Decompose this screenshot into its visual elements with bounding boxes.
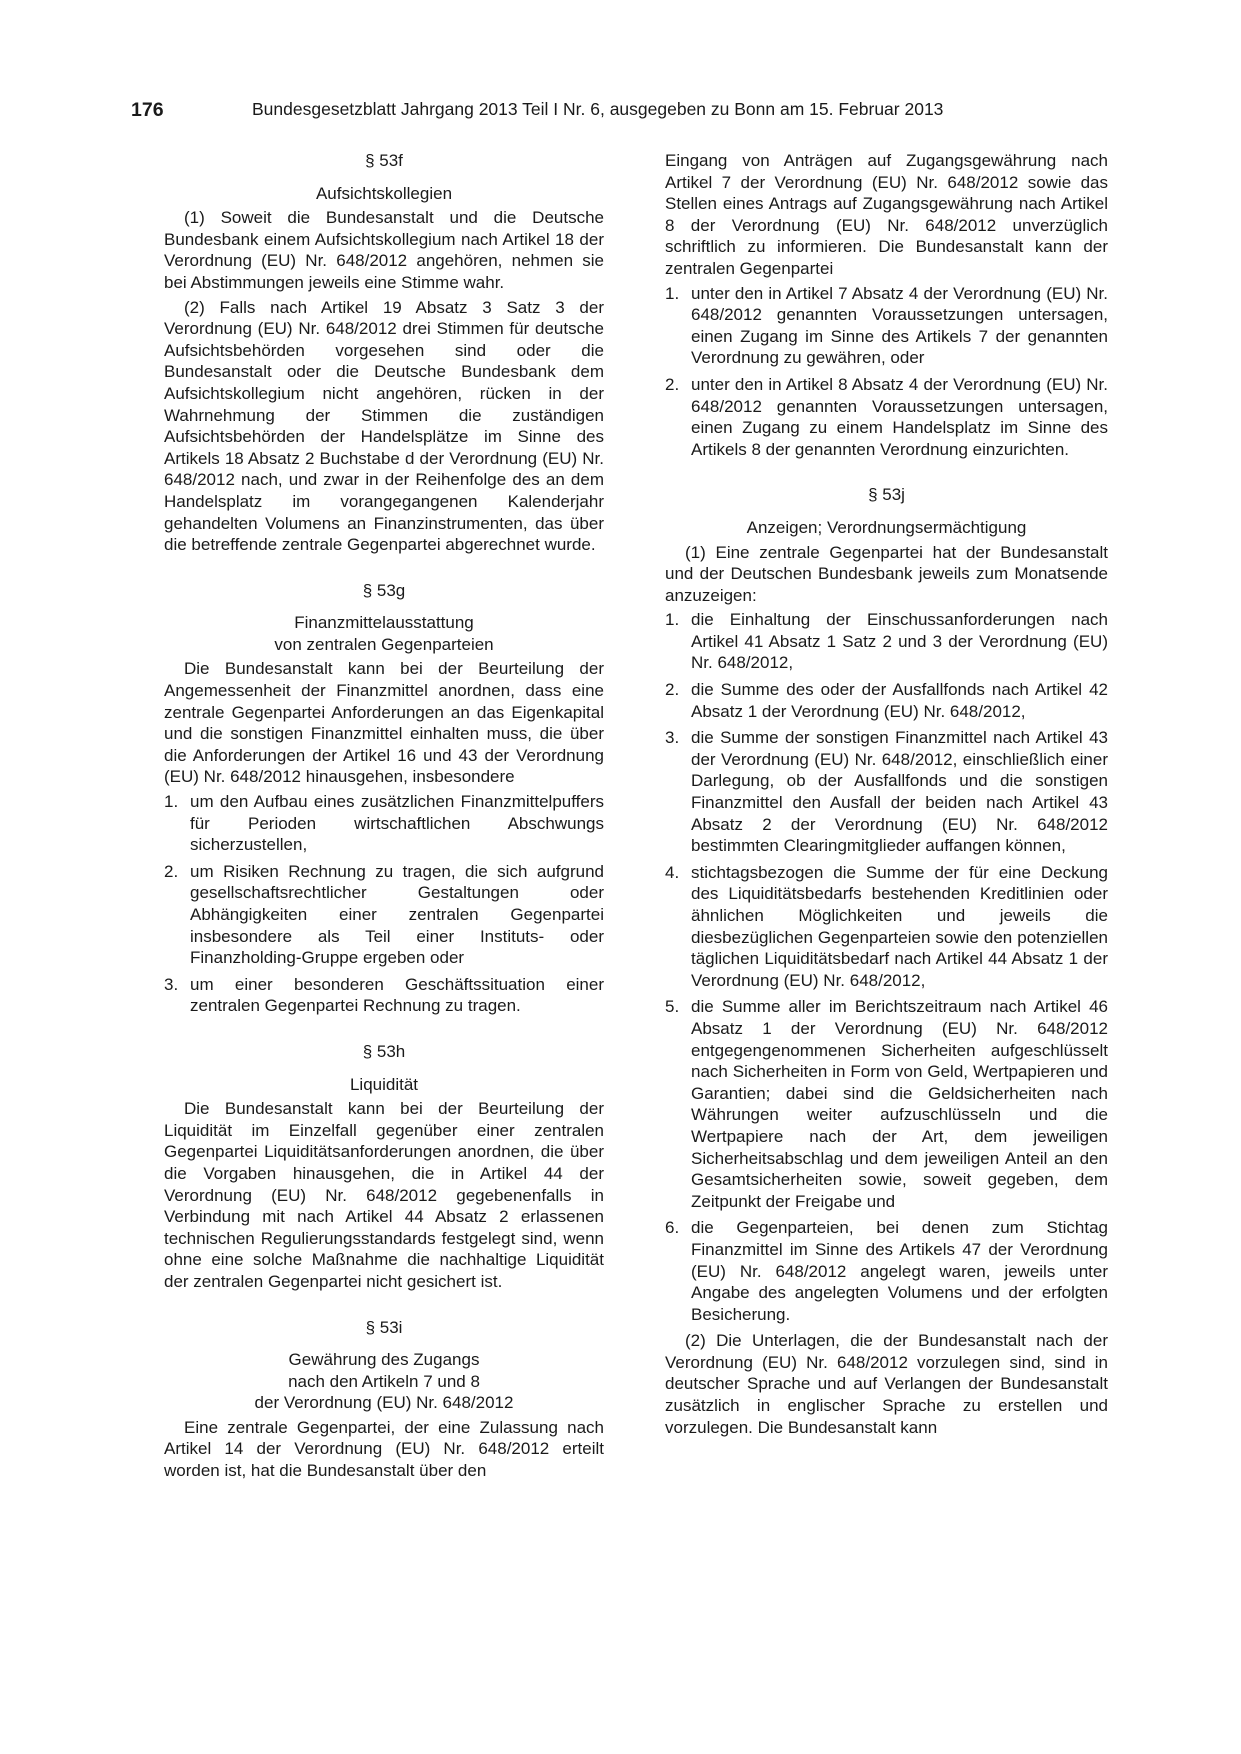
section-number: § 53h: [362, 1041, 406, 1061]
list-number: 1.: [665, 610, 680, 630]
list-text: unter den in Artikel 7 Absatz 4 der Verordnung (EU) Nr. 648/2012 genannten Voraussetzungen untersagen, einen Zugang im Sinne des Artikels 7 der genannten Verordnung zu gewähren, oder: [691, 283, 1108, 368]
list-item: [665, 727, 1108, 857]
section-53j: [665, 484, 1108, 1438]
paragraph: Die Bundesanstalt kann bei der Beurteilung der Liquidität im Einzelfall gegenüber einer zentralen Gegenpartei Liquiditätsanforderungen anordnen, die über die Vorgaben hinausgehen, die in Artikel 44 der Verordnung (EU) Nr. 648/2012 gegebenenfalls in Verbindung mit nach Artikel 44 Absatz 2 erlassenen technischen Regulierungsstandards festgelegt sind, wenn ohne eine solche Maßnahme die nachhaltige Liquidität der zentralen Gegenpartei nicht gesichert ist.: [164, 1099, 604, 1291]
paragraph: Eine zentrale Gegenpartei, der eine Zulassung nach Artikel 14 der Verordnung (EU) Nr. 648/2012 erteilt worden ist, hat die Bundesanstalt über den: [164, 1417, 604, 1481]
list-item: [665, 609, 1108, 674]
paragraph: (2) Falls nach Artikel 19 Absatz 3 Satz 3 der Verordnung (EU) Nr. 648/2012 drei Stimmen für deutsche Aufsichtsbehörden vorgesehen sind oder die Bundesanstalt oder die Deutsche Bundesbank dem Aufsichtskollegium nicht angehören, rücken in der Wahrnehmung der Stimmen die zuständigen Aufsichtsbehörden der Handelsplätze im Sinne des Artikels 18 Absatz 2 Buchstabe d der Verordnung (EU) Nr. 648/2012 nach, und zwar in der Reihenfolge des an dem Handelsplatz im vorangegangenen Kalenderjahr gehandelten Volumens an Finanzinstrumenten, das über die betreffende zentrale Gegenpartei abgerechnet wurde.: [164, 297, 604, 555]
paragraph: Eingang von Anträgen auf Zugangsgewährung nach Artikel 7 der Verordnung (EU) Nr. 648/2012 sowie das Stellen eines Antrags auf Zugangsgewährung nach Artikel 8 der Verordnung (EU) Nr. 648/2012 unverzüglich schriftlich zu informieren. Die Bundesanstalt kann der zentralen Gegenpartei: [665, 151, 1108, 278]
list-text: unter den in Artikel 8 Absatz 4 der Verordnung (EU) Nr. 648/2012 genannten Voraussetzungen untersagen, einen Zugang zu einem Handelsplatz im Sinne des Artikels 8 der genannten Verordnung einzurichten.: [691, 374, 1108, 459]
section-title-line-2: nach den Artikeln 7 und 8: [288, 1371, 480, 1391]
section-title: Anzeigen; Verordnungsermächtigung: [746, 517, 1027, 537]
paragraph: (1) Soweit die Bundesanstalt und die Deutsche Bundesbank einem Aufsichtskollegium nach Artikel 18 der Verordnung (EU) Nr. 648/2012 angehören, nehmen sie bei Abstimmungen jeweils eine Stimme wahr.: [164, 208, 604, 292]
list-item: [164, 791, 604, 856]
list-text: die Einhaltung der Einschussanforderungen nach Artikel 41 Absatz 1 Satz 2 und 3 der Verordnung (EU) Nr. 648/2012,: [691, 610, 1108, 673]
list-number: 4.: [665, 862, 680, 882]
section-53i-continued: [665, 150, 1108, 460]
page-header: [131, 99, 1111, 129]
list-number: 6.: [665, 1218, 680, 1238]
list-number: 1.: [164, 792, 179, 812]
section-title: Liquidität: [349, 1074, 419, 1094]
section-53f: [164, 150, 604, 556]
list-number: 3.: [164, 974, 179, 994]
numbered-list: [164, 791, 604, 1017]
list-item: [665, 283, 1108, 369]
section-title-line-1: Finanzmittelausstattung: [294, 613, 474, 633]
page-number: 176: [131, 99, 164, 121]
paragraph: (1) Eine zentrale Gegenpartei hat der Bundesanstalt und der Deutschen Bundesbank jeweils zum Monatsende anzuzeigen:: [665, 542, 1108, 605]
running-head: Bundesgesetzblatt Jahrgang 2013 Teil I Nr. 6, ausgegeben zu Bonn am 15. Februar 2013: [252, 99, 944, 119]
list-text: stichtagsbezogen die Summe der für eine Deckung des Liquiditätsbedarfs bestehenden Kreditlinien oder ähnlichen Möglichkeiten und jeweils die diesbezüglichen Gegenparteien sowie den potenziellen täglichen Liquiditätsbedarf nach Artikel 44 Absatz 1 der Verordnung (EU) Nr. 648/2012,: [691, 862, 1108, 990]
section-title-line-2: von zentralen Gegenparteien: [274, 634, 494, 654]
section-number: § 53i: [365, 1317, 403, 1337]
list-text: die Gegenparteien, bei denen zum Stichtag Finanzmittel im Sinne des Artikels 47 der Verordnung (EU) Nr. 648/2012 angelegt waren, jeweils unter Angabe des angelegten Volumens und der erfolgten Besicherung.: [691, 1218, 1108, 1324]
paragraph: Die Bundesanstalt kann bei der Beurteilung der Angemessenheit der Finanzmittel anordnen, dass eine zentrale Gegenpartei Anforderungen an das Eigenkapital und die sonstigen Finanzmittel einhalten muss, die über die Anforderungen der Artikel 16 und 43 der Verordnung (EU) Nr. 648/2012 hinausgehen, insbesondere: [164, 659, 604, 787]
section-53h: [164, 1041, 604, 1293]
section-number: § 53j: [868, 485, 905, 505]
section-title-line-1: Gewährung des Zugangs: [288, 1350, 480, 1370]
numbered-list: [665, 283, 1108, 461]
list-number: 2.: [665, 680, 680, 700]
section-number: § 53f: [365, 151, 403, 170]
paragraph: (2) Die Unterlagen, die der Bundesanstalt nach der Verordnung (EU) Nr. 648/2012 vorzulegen sind, sind in deutscher Sprache und auf Verlangen der Bundesanstalt zusätzlich in englischer Sprache zu erstellen und vorzulegen. Die Bundesanstalt kann: [665, 1331, 1108, 1437]
list-number: 2.: [164, 861, 179, 881]
list-text: die Summe des oder der Ausfallfonds nach Artikel 42 Absatz 1 der Verordnung (EU) Nr. 648/2012,: [691, 680, 1108, 721]
list-number: 5.: [665, 997, 680, 1017]
right-column: [665, 150, 1108, 1441]
list-number: 3.: [665, 728, 680, 748]
list-number: 1.: [665, 283, 680, 303]
list-text: um Risiken Rechnung zu tragen, die sich aufgrund gesellschaftsrechtlicher Gestaltungen oder Abhängigkeiten einer zentralen Gegenpartei insbesondere als Teil einer Instituts- oder Finanzholding-Gruppe ergeben oder: [190, 861, 604, 968]
section-number: § 53g: [362, 580, 406, 600]
list-item: [665, 862, 1108, 992]
list-item: [164, 974, 604, 1017]
list-number: 2.: [665, 374, 680, 394]
list-text: die Summe der sonstigen Finanzmittel nach Artikel 43 der Verordnung (EU) Nr. 648/2012, einschließlich einer Darlegung, ob der Ausfallfonds und die sonstigen Finanzmittel den Ausfall der beiden nach Artikel 43 Absatz 2 der Verordnung (EU) Nr. 648/2012 bestimmten Clearingmitglieder auffangen können,: [691, 728, 1108, 856]
list-text: die Summe aller im Berichtszeitraum nach Artikel 46 Absatz 1 der Verordnung (EU) Nr. 648/2012 entgegengenommenen Sicherheiten aufgeschlüsselt nach Sicherheiten in Form von Geld, Wertpapieren und Garantien; dabei sind die Geldsicherheiten nach Währungen weiter aufzuschlüsseln und die Wertpapiere nach der Art, dem jeweiligen Sicherheitsabschlag und dem jeweiligen Anteil an den Gesamtsicherheiten sowie, soweit gegeben, dem Zeitpunkt der Freigabe und: [691, 997, 1108, 1211]
list-item: [164, 861, 604, 969]
numbered-list: [665, 609, 1108, 1325]
list-item: [665, 679, 1108, 722]
list-item: [665, 996, 1108, 1212]
section-53i: [164, 1317, 604, 1482]
list-item: [665, 374, 1108, 460]
list-text: um einer besonderen Geschäftssituation einer zentralen Gegenpartei Rechnung zu tragen.: [190, 974, 604, 1016]
section-53g: [164, 580, 604, 1017]
section-title-line-3: der Verordnung (EU) Nr. 648/2012: [254, 1393, 514, 1413]
section-title: Aufsichtskollegien: [315, 183, 453, 203]
list-item: [665, 1217, 1108, 1325]
list-text: um den Aufbau eines zusätzlichen Finanzmittelpuffers für Perioden wirtschaftlichen Abschwungs sicherzustellen,: [190, 792, 604, 855]
left-column: [164, 150, 604, 1485]
